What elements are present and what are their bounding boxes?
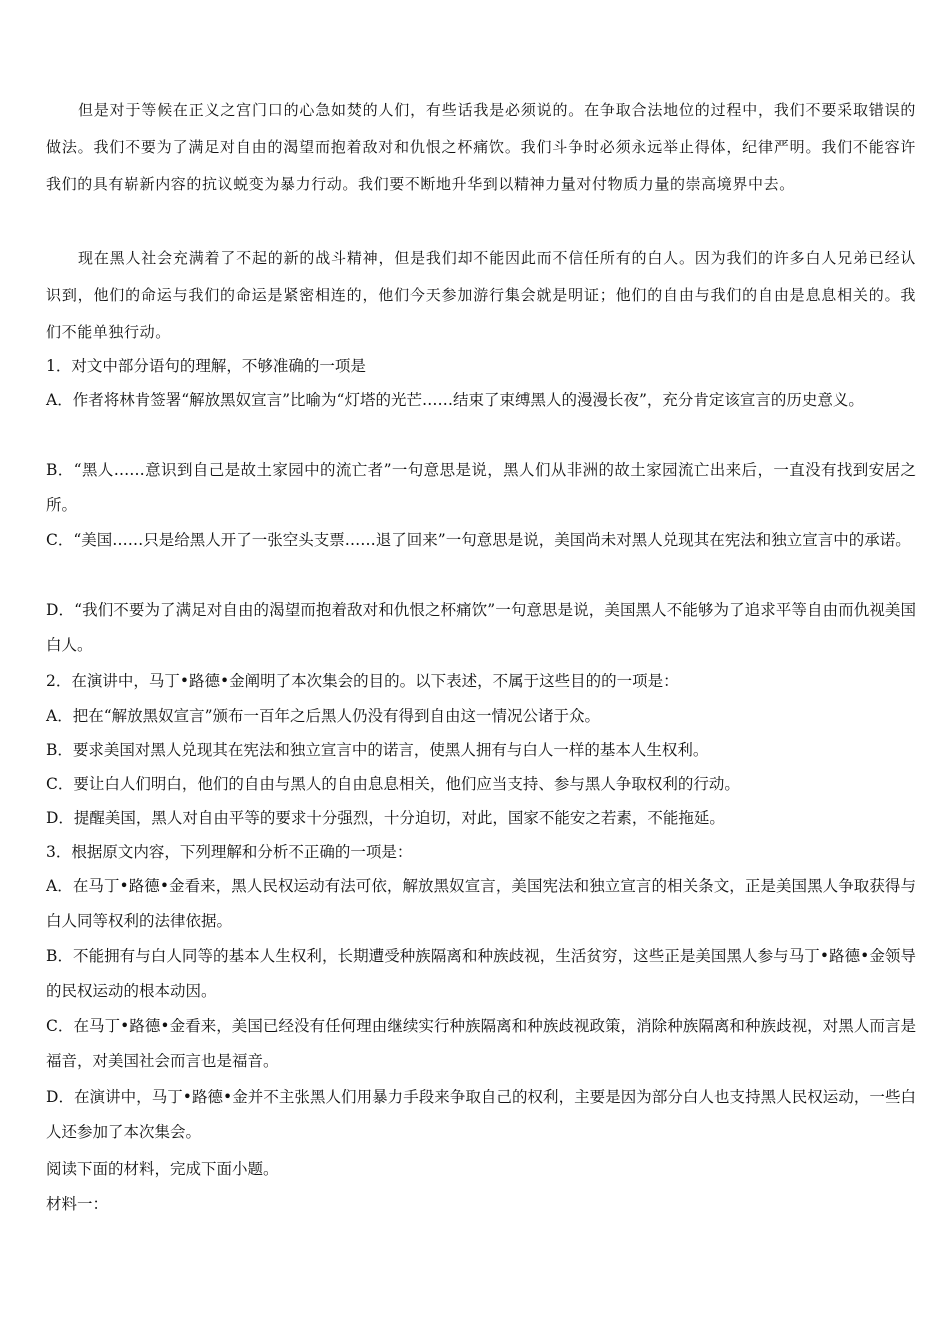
- question-2-option-b: B．要求美国对黑人兑现其在宪法和独立宣言中的诺言，使黑人拥有与白人一样的基本人生权利。: [46, 741, 709, 759]
- question-1-option-c: C．“美国……只是给黑人开了一张空头支票……退了回来”一句意思是说，美国尚未对黑人兑现其在宪法和独立宣言中的承诺。: [46, 531, 911, 549]
- question-1-option-b: B．“黑人……意识到自己是故土家园中的流亡者”一句意思是说，黑人们从非洲的故土家园流亡出来后，一直没有找到安居之所。: [46, 461, 916, 514]
- passage-paragraph-2: 现在黑人社会充满着了不起的新的战斗精神，但是我们却不能因此而不信任所有的白人。因为我们的许多白人兄弟已经认识到，他们的命运与我们的命运是紧密相连的，他们今天参加游行集会就是明证；他们的自由与我们的自由是息息相关的。我们不能单独行动。: [46, 249, 916, 341]
- question-1-option-d: D．“我们不要为了满足对自由的渴望而抱着敌对和仇恨之杯痛饮”一句意思是说，美国黑人不能够为了追求平等自由而仇视美国白人。: [46, 601, 916, 654]
- passage-paragraph-1: 但是对于等候在正义之宫门口的心急如焚的人们，有些话我是必须说的。在争取合法地位的过程中，我们不要采取错误的做法。我们不要为了满足对自由的渴望而抱着敌对和仇恨之杯痛饮。我们斗争时必须永远举止得体，纪律严明。我们不能容许我们的具有崭新内容的抗议蜕变为暴力行动。我们要不断地升华到以精神力量对付物质力量的崇高境界中去。: [46, 101, 916, 193]
- question-3-stem: 3．根据原文内容，下列理解和分析不正确的一项是：: [46, 843, 413, 861]
- question-2-stem: 2．在演讲中，马丁•路德•金阐明了本次集会的目的。以下表述，不属于这些目的的一项是：: [46, 672, 679, 690]
- material-label: 材料一：: [46, 1195, 109, 1213]
- question-3-option-b: B．不能拥有与白人同等的基本人生权利，长期遭受种族隔离和种族歧视，生活贫穷，这些正是美国黑人参与马丁•路德•金领导的民权运动的根本动因。: [46, 947, 916, 1000]
- question-2-option-a: A．把在“解放黑奴宣言”颁布一百年之后黑人仍没有得到自由这一情况公诸于众。: [46, 707, 601, 725]
- reading-instruction: 阅读下面的材料，完成下面小题。: [46, 1160, 279, 1178]
- question-3-option-a: A．在马丁•路德•金看来，黑人民权运动有法可依，解放黑奴宣言，美国宪法和独立宣言的相关条文，正是美国黑人争取获得与白人同等权利的法律依据。: [46, 877, 916, 930]
- question-2-option-c: C．要让白人们明白，他们的自由与黑人的自由息息相关，他们应当支持、参与黑人争取权利的行动。: [46, 775, 740, 793]
- question-1-stem: 1．对文中部分语句的理解，不够准确的一项是: [46, 357, 366, 375]
- question-3-option-d: D．在演讲中，马丁•路德•金并不主张黑人们用暴力手段来争取自己的权利，主要是因为部分白人也支持黑人民权运动，一些白人还参加了本次集会。: [46, 1088, 916, 1141]
- question-2-option-d: D．提醒美国，黑人对自由平等的要求十分强烈，十分迫切，对此，国家不能安之若素，不能拖延。: [46, 809, 725, 827]
- question-1-option-a: A．作者将林肯签署“解放黑奴宣言”比喻为“灯塔的光芒……结束了束缚黑人的漫漫长夜”，充分肯定该宣言的历史意义。: [46, 391, 864, 409]
- question-3-option-c: C．在马丁•路德•金看来，美国已经没有任何理由继续实行种族隔离和种族歧视政策，消除种族隔离和种族歧视，对黑人而言是福音，对美国社会而言也是福音。: [46, 1017, 916, 1070]
